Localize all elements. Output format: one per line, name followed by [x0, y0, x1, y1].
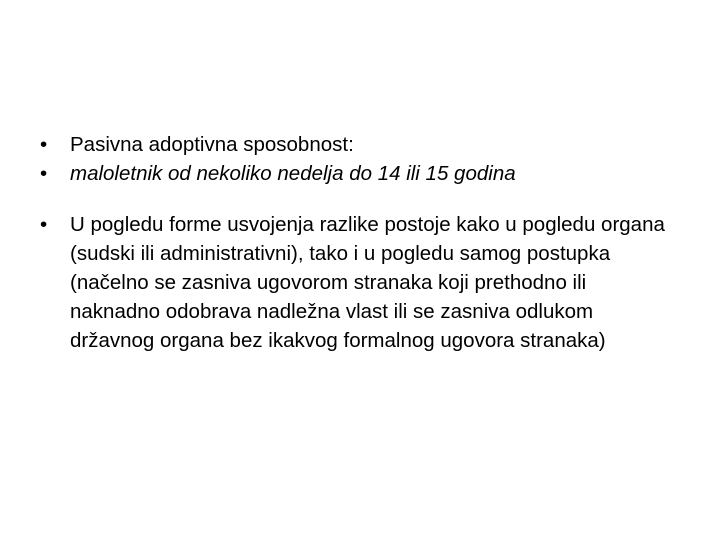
- bullet-icon: •: [40, 133, 48, 156]
- bullet-item-minor-age: [40, 159, 680, 188]
- bullet-text: U pogledu forme usvojenja razlike postoje kako u pogledu organa (sudski ili administrativni), tako i u pogledu samog postupka (načelno se zasniva ugovorom stranaka koji prethodno ili naknadno odobrava nadležna vlast ili se zasniva odlukom državnog organa bez ikakvog formalnog ugovora stranaka): [70, 213, 665, 352]
- bullet-item-adoption-form: [40, 210, 680, 355]
- bullet-text: maloletnik od nekoliko nedelja do 14 ili 15 godina: [70, 162, 516, 185]
- bullet-icon: •: [40, 162, 48, 185]
- bullet-list: [40, 130, 680, 355]
- bullet-icon: •: [40, 213, 48, 236]
- spacer: [40, 188, 680, 210]
- bullet-text: Pasivna adoptivna sposobnost:: [70, 133, 354, 156]
- bullet-item-adoptive-capacity: [40, 130, 680, 159]
